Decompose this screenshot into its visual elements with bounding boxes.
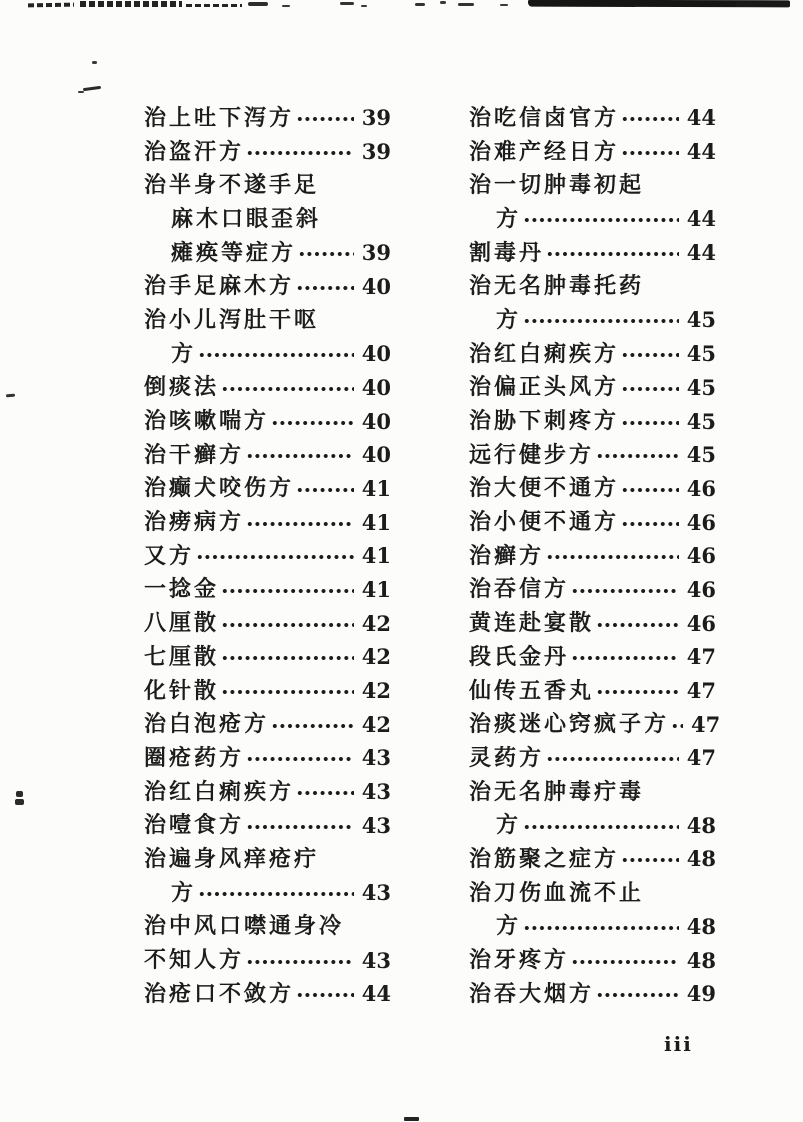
dot-leader (621, 386, 679, 392)
entry-title: 治上吐下泻方 (144, 104, 295, 130)
entry-page-number: 47 (686, 644, 716, 670)
entry-title: 治癣方 (469, 542, 545, 568)
toc-entry (469, 910, 716, 944)
entry-page-number: 42 (361, 644, 391, 670)
toc-column-right (469, 101, 721, 1011)
entry-title: 治痨病方 (144, 509, 245, 535)
dot-leader (523, 318, 679, 324)
toc-entry (144, 135, 391, 169)
entry-title: 远行健步方 (469, 441, 595, 467)
toc-entry (144, 707, 391, 741)
scan-speck (340, 2, 354, 5)
dot-leader (296, 285, 354, 291)
toc-entry (144, 775, 391, 809)
dot-leader (596, 622, 679, 628)
entry-page-number: 46 (686, 610, 716, 636)
toc-entry (144, 101, 391, 135)
dot-leader (621, 857, 679, 863)
scan-speck (28, 3, 74, 8)
dot-leader (196, 554, 354, 560)
entry-page-number: 44 (686, 240, 716, 266)
toc-entry (144, 640, 391, 674)
dot-leader (671, 723, 683, 729)
toc-entry (469, 808, 716, 842)
entry-title: 方 (496, 306, 522, 332)
entry-title: 又方 (144, 542, 195, 568)
dot-leader (596, 992, 679, 998)
toc-entry (469, 842, 716, 876)
toc-entry (469, 438, 716, 472)
entry-title: 治无名肿毒疔毒 (469, 778, 645, 804)
entry-page-number: 43 (361, 745, 391, 771)
dot-leader (271, 723, 354, 729)
entry-page-number: 47 (686, 745, 716, 771)
entry-page-number: 39 (361, 240, 391, 266)
dot-leader (296, 116, 354, 122)
toc-entry (144, 842, 391, 876)
toc-entry (144, 539, 391, 573)
dot-leader (621, 150, 679, 156)
entry-page-number: 47 (686, 678, 716, 704)
entry-title: 治牙疼方 (469, 947, 570, 973)
entry-page-number: 42 (361, 678, 391, 704)
entry-title: 治盗汗方 (144, 138, 245, 164)
dot-leader (221, 622, 354, 628)
toc-entry (469, 202, 716, 236)
entry-title: 治噎食方 (144, 812, 245, 838)
entry-page-number: 46 (686, 475, 716, 501)
dot-leader (198, 891, 354, 897)
toc-entry (144, 236, 391, 270)
dot-leader (246, 453, 354, 459)
entry-title: 治一切肿毒初起 (469, 172, 645, 198)
scan-speck (458, 3, 474, 6)
toc-entry (469, 977, 716, 1011)
toc-entry (144, 371, 391, 405)
entry-page-number: 39 (361, 139, 391, 165)
scan-speck (361, 5, 367, 7)
toc-entry (144, 303, 391, 337)
toc-entry (469, 775, 716, 809)
entry-page-number: 40 (361, 374, 391, 400)
dot-leader (246, 756, 354, 762)
entry-title: 仙传五香丸 (469, 677, 595, 703)
toc-entry (144, 202, 391, 236)
entry-title: 瘫痪等症方 (171, 239, 297, 265)
entry-title: 治大便不通方 (469, 475, 620, 501)
entry-page-number: 44 (686, 139, 716, 165)
entry-title: 治偏正头风方 (469, 374, 620, 400)
toc-entry (144, 472, 391, 506)
entry-title: 不知人方 (144, 947, 245, 973)
toc-entry (469, 606, 716, 640)
dot-leader (621, 116, 679, 122)
entry-page-number: 40 (361, 442, 391, 468)
margin-mark (83, 86, 101, 91)
toc-entry (469, 539, 716, 573)
entry-page-number: 39 (361, 105, 391, 131)
margin-mark (15, 799, 24, 805)
scan-speck (282, 5, 290, 7)
entry-page-number: 40 (361, 341, 391, 367)
scan-speck (440, 1, 446, 4)
toc-entry (144, 943, 391, 977)
dot-leader (523, 824, 679, 830)
entry-page-number: 48 (686, 812, 716, 838)
entry-page-number: 41 (361, 543, 391, 569)
toc-entry (144, 808, 391, 842)
entry-title: 治胁下刺疼方 (469, 408, 620, 434)
toc-entry (469, 640, 716, 674)
toc-entry (144, 910, 391, 944)
entry-title: 治痰迷心窍疯子方 (469, 711, 670, 737)
entry-page-number: 48 (686, 947, 716, 973)
scan-speck (415, 3, 425, 6)
dot-leader (546, 554, 679, 560)
toc-entry (144, 337, 391, 371)
toc-entry (469, 505, 716, 539)
dot-leader (246, 521, 354, 527)
entry-title: 方 (496, 205, 522, 231)
toc-entry (469, 943, 716, 977)
entry-page-number: 46 (686, 543, 716, 569)
entry-title: 圈疮药方 (144, 744, 245, 770)
dot-leader (546, 251, 679, 257)
toc-entry (144, 168, 391, 202)
entry-page-number: 40 (361, 408, 391, 434)
entry-page-number: 41 (361, 475, 391, 501)
entry-title: 治红白痢疾方 (469, 340, 620, 366)
scan-speck (500, 4, 508, 6)
page-number: iii (664, 1032, 693, 1056)
entry-page-number: 43 (361, 779, 391, 805)
entry-title: 治红白痢疾方 (144, 778, 295, 804)
entry-title: 治无名肿毒托药 (469, 273, 645, 299)
entry-title: 方 (171, 340, 197, 366)
entry-page-number: 46 (686, 509, 716, 535)
entry-page-number: 48 (686, 846, 716, 872)
toc-entry (144, 674, 391, 708)
toc-entry (469, 707, 721, 741)
dot-leader (523, 217, 679, 223)
entry-title: 治白泡疮方 (144, 711, 270, 737)
entry-title: 一捻金 (144, 576, 220, 602)
toc-entry (469, 135, 716, 169)
dot-leader (621, 487, 679, 493)
margin-mark (92, 61, 97, 64)
scan-speck (248, 2, 268, 6)
toc-entry (469, 472, 716, 506)
toc-entry (469, 236, 716, 270)
entry-page-number: 43 (361, 880, 391, 906)
entry-title: 治小儿泻肚干呕 (144, 306, 320, 332)
entry-page-number: 44 (686, 206, 716, 232)
entry-page-number: 44 (361, 981, 391, 1007)
toc-entry (144, 606, 391, 640)
scan-dark-band (735, 2, 790, 7)
entry-title: 治吞大烟方 (469, 980, 595, 1006)
toc-entry (144, 404, 391, 438)
dot-leader (246, 824, 354, 830)
entry-title: 治小便不通方 (469, 509, 620, 535)
entry-title: 黄连赴宴散 (469, 610, 595, 636)
entry-title: 治遍身风痒疮疔 (144, 845, 320, 871)
dot-leader (523, 925, 679, 931)
toc-entry (144, 269, 391, 303)
dot-leader (221, 655, 354, 661)
dot-leader (571, 959, 679, 965)
margin-mark (78, 91, 84, 93)
entry-title: 治手足麻木方 (144, 273, 295, 299)
dot-leader (621, 521, 679, 527)
entry-page-number: 49 (686, 981, 716, 1007)
toc-column-left (144, 101, 391, 1011)
dot-leader (246, 959, 354, 965)
toc-entry (469, 303, 716, 337)
dot-leader (596, 453, 679, 459)
entry-page-number: 43 (361, 812, 391, 838)
entry-page-number: 44 (686, 105, 716, 131)
entry-page-number: 45 (686, 307, 716, 333)
entry-page-number: 41 (361, 509, 391, 535)
entry-title: 治刀伤血流不止 (469, 879, 645, 905)
toc-entry (144, 505, 391, 539)
entry-title: 倒痰法 (144, 374, 220, 400)
toc-entry (469, 876, 716, 910)
dot-leader (296, 487, 354, 493)
dot-leader (198, 352, 354, 358)
entry-title: 方 (171, 879, 197, 905)
scan-speck (80, 1, 182, 7)
toc-entry (469, 674, 716, 708)
toc-entry (144, 977, 391, 1011)
dot-leader (596, 689, 679, 695)
dot-leader (221, 386, 354, 392)
margin-mark (16, 791, 23, 797)
entry-page-number: 40 (361, 273, 391, 299)
toc-entry (144, 876, 391, 910)
entry-page-number: 42 (361, 711, 391, 737)
entry-page-number: 45 (686, 442, 716, 468)
toc-entry (469, 168, 716, 202)
entry-title: 治咳嗽喘方 (144, 408, 270, 434)
dot-leader (221, 588, 354, 594)
entry-page-number: 46 (686, 576, 716, 602)
dot-leader (546, 756, 679, 762)
entry-page-number: 42 (361, 610, 391, 636)
entry-title: 治癫犬咬伤方 (144, 475, 295, 501)
dot-leader (221, 689, 354, 695)
entry-title: 治筋聚之症方 (469, 845, 620, 871)
margin-mark (404, 1117, 419, 1121)
toc-entry (469, 101, 716, 135)
dot-leader (571, 655, 679, 661)
entry-title: 方 (496, 913, 522, 939)
dot-leader (296, 992, 354, 998)
dot-leader (571, 588, 679, 594)
dot-leader (296, 790, 354, 796)
entry-title: 七厘散 (144, 643, 220, 669)
dot-leader (621, 352, 679, 358)
entry-page-number: 45 (686, 341, 716, 367)
entry-title: 八厘散 (144, 610, 220, 636)
dot-leader (621, 420, 679, 426)
toc-entry (469, 269, 716, 303)
entry-title: 化针散 (144, 677, 220, 703)
entry-page-number: 45 (686, 374, 716, 400)
dot-leader (246, 150, 354, 156)
entry-title: 治难产经日方 (469, 138, 620, 164)
entry-title: 段氏金丹 (469, 643, 570, 669)
entry-title: 治疮口不敛方 (144, 980, 295, 1006)
entry-page-number: 45 (686, 408, 716, 434)
entry-title: 治干癣方 (144, 441, 245, 467)
entry-page-number: 47 (691, 711, 721, 737)
dot-leader (271, 420, 354, 426)
margin-mark (6, 394, 15, 398)
toc-entry (469, 337, 716, 371)
toc-entry (469, 741, 716, 775)
toc-entry (144, 438, 391, 472)
entry-page-number: 41 (361, 576, 391, 602)
entry-title: 治半身不遂手足 (144, 172, 320, 198)
toc-entry (469, 573, 716, 607)
entry-title: 治吞信方 (469, 576, 570, 602)
entry-title: 治吃信卤官方 (469, 104, 620, 130)
entry-title: 割毒丹 (469, 239, 545, 265)
dot-leader (298, 251, 354, 257)
scan-speck (186, 4, 242, 7)
entry-title: 灵药方 (469, 744, 545, 770)
entry-title: 方 (496, 812, 522, 838)
entry-page-number: 43 (361, 947, 391, 973)
toc-entry (144, 741, 391, 775)
entry-title: 麻木口眼歪斜 (171, 205, 322, 231)
entry-page-number: 48 (686, 913, 716, 939)
toc-entry (469, 404, 716, 438)
toc-entry (469, 371, 716, 405)
entry-title: 治中风口噤通身冷 (144, 913, 345, 939)
toc-entry (144, 573, 391, 607)
